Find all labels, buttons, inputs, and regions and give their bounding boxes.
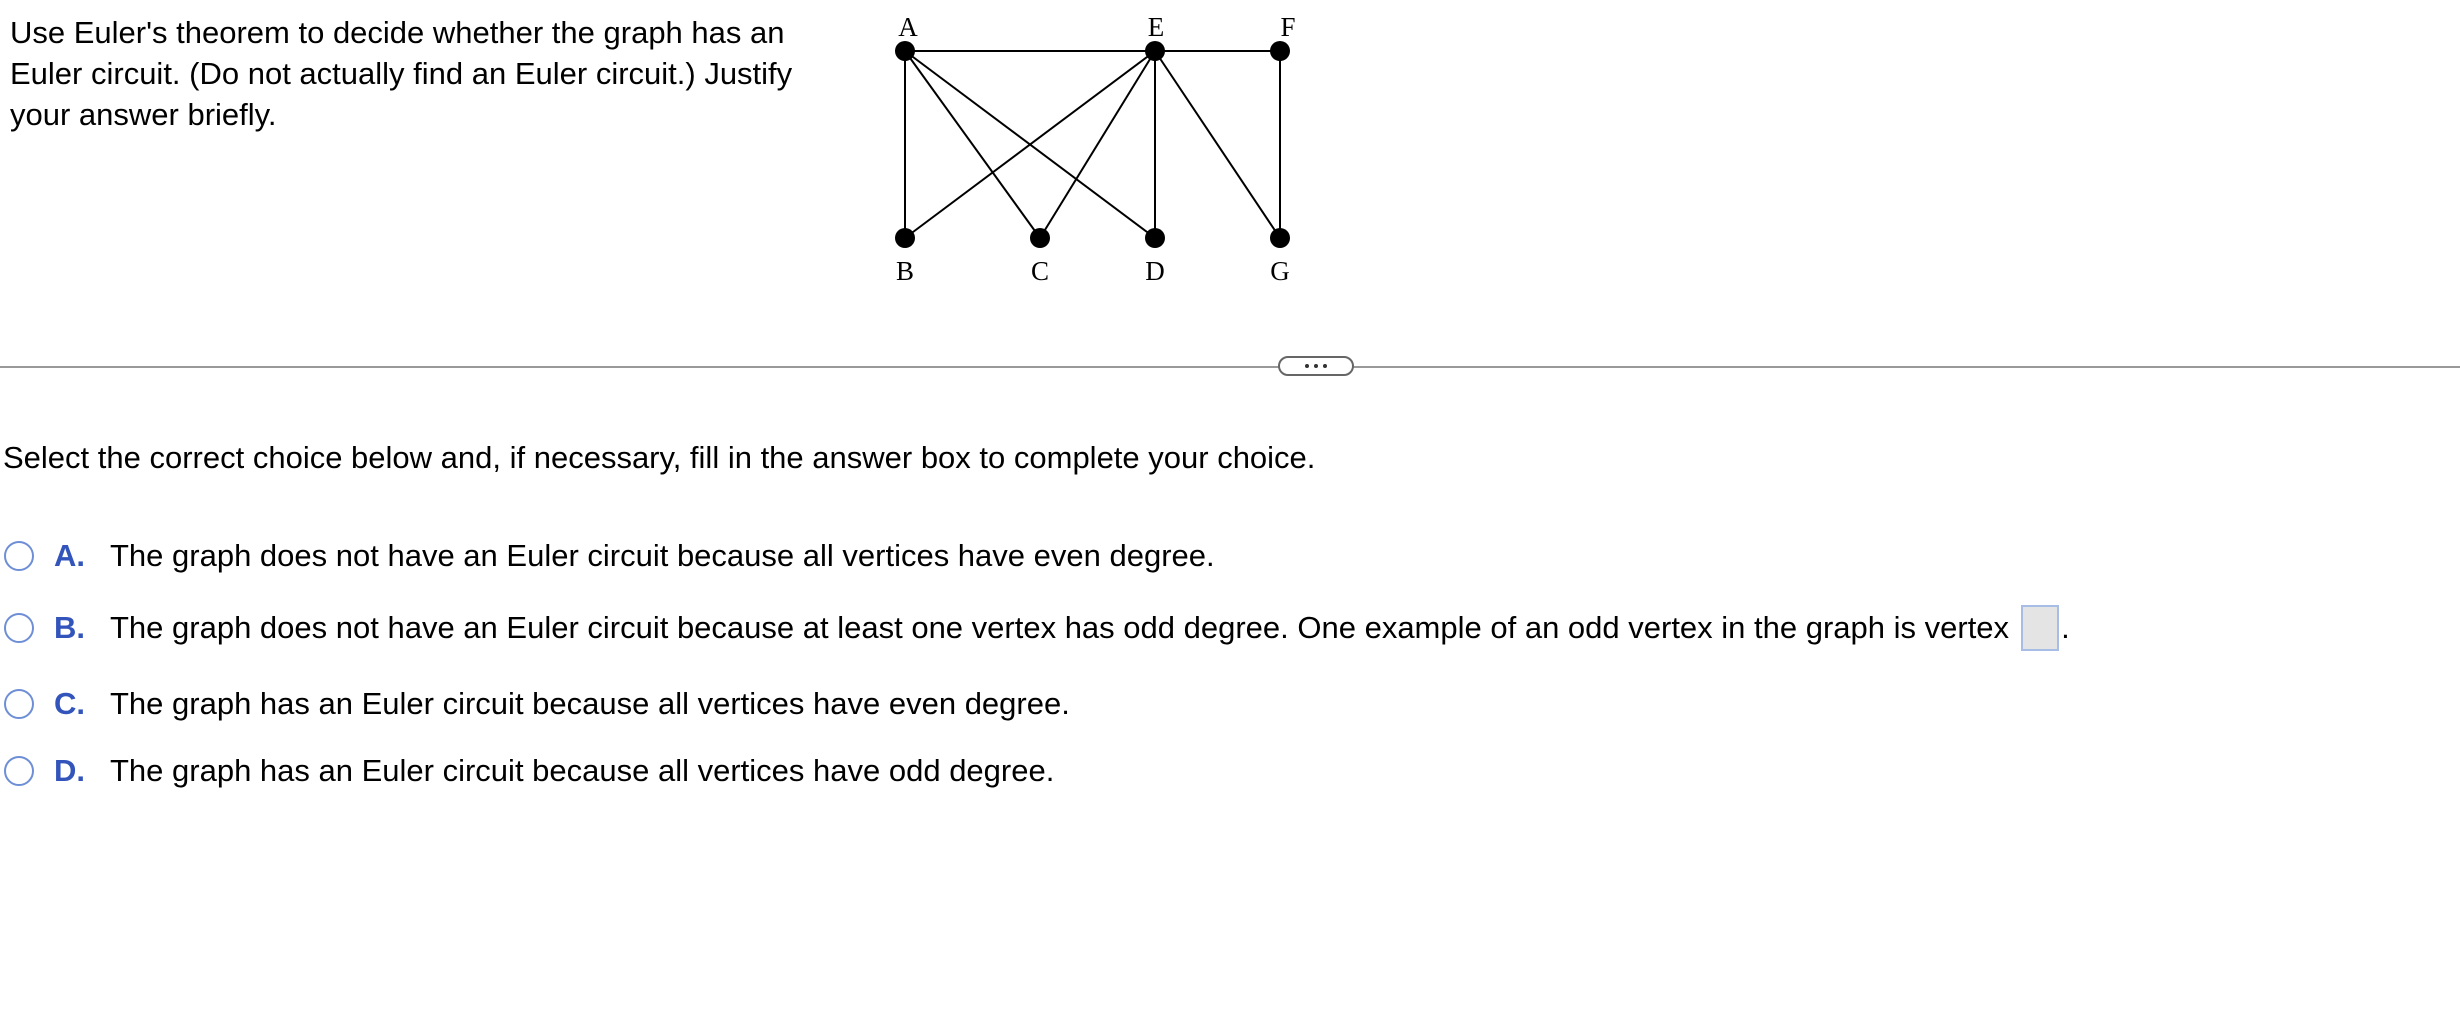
choice-suffix: . xyxy=(2061,610,2070,645)
radio-button-a[interactable] xyxy=(4,541,34,571)
vertex-label-F: F xyxy=(1280,12,1296,42)
section-divider xyxy=(0,366,2460,368)
choice-text: The graph does not have an Euler circuit because all vertices have even degree. xyxy=(110,538,1215,573)
question-text: Use Euler's theorem to decide whether the graph has an Euler circuit. (Do not actually find an Euler circuit.) Justify your answer briefly. xyxy=(10,15,793,132)
choice-letter: C. xyxy=(54,686,85,721)
choice-text: The graph has an Euler circuit because all vertices have odd degree. xyxy=(110,753,1055,788)
graph-figure xyxy=(860,0,1320,300)
choice-letter: A. xyxy=(54,538,85,573)
graph-edge-EC xyxy=(1040,51,1155,238)
vertex-label-A: A xyxy=(898,12,918,42)
choice-d[interactable] xyxy=(4,749,1054,793)
radio-button-b[interactable] xyxy=(4,613,34,643)
choice-letter: D. xyxy=(54,753,85,788)
graph-vertex-A xyxy=(895,41,915,61)
graph-edge-EG xyxy=(1155,51,1280,238)
graph-edge-AC xyxy=(905,51,1040,238)
choice-c[interactable] xyxy=(4,682,1070,726)
ellipsis-dot-icon xyxy=(1314,364,1318,368)
graph-vertex-F xyxy=(1270,41,1290,61)
graph-vertex-G xyxy=(1270,228,1290,248)
vertex-label-B: B xyxy=(895,256,915,286)
choice-b[interactable] xyxy=(4,606,2070,650)
choice-letter: B. xyxy=(54,610,85,645)
vertex-label-D: D xyxy=(1145,256,1165,286)
graph-vertex-D xyxy=(1145,228,1165,248)
graph-vertex-E xyxy=(1145,41,1165,61)
choice-text: The graph has an Euler circuit because all vertices have even degree. xyxy=(110,686,1070,721)
vertex-label-E: E xyxy=(1147,12,1165,42)
graph-svg xyxy=(860,0,1320,300)
expand-more-button[interactable] xyxy=(1278,356,1354,376)
choice-a[interactable] xyxy=(4,534,1215,578)
answer-input-box[interactable] xyxy=(2021,605,2059,651)
choice-text: The graph does not have an Euler circuit because at least one vertex has odd degree. One example of an odd vertex in the graph is vertex xyxy=(110,610,2010,645)
ellipsis-dot-icon xyxy=(1305,364,1309,368)
radio-button-d[interactable] xyxy=(4,756,34,786)
instruction-text: Select the correct choice below and, if necessary, fill in the answer box to complete your choice. xyxy=(3,440,1316,475)
ellipsis-dot-icon xyxy=(1323,364,1327,368)
radio-button-c[interactable] xyxy=(4,689,34,719)
vertex-label-C: C xyxy=(1030,256,1050,286)
vertex-label-G: G xyxy=(1270,256,1290,286)
graph-vertex-B xyxy=(895,228,915,248)
graph-vertex-C xyxy=(1030,228,1050,248)
